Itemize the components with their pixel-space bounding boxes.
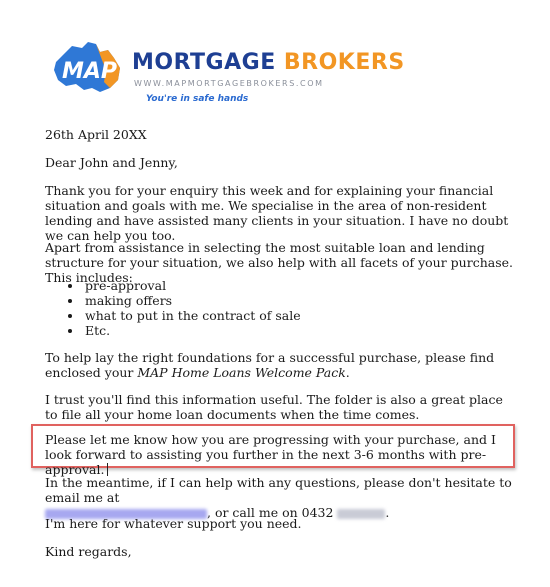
- brand-tagline: You're in safe hands: [146, 94, 249, 104]
- welcome-pack-text: To help lay the right foundations for a successful purchase, please find enclosed your: [45, 350, 495, 380]
- paragraph-assistance: Apart from assistance in selecting the most suitable loan and lending structure for your situation, we also help with all facets of your purchase. This includes:: [45, 240, 513, 285]
- paragraph-welcome-pack: [45, 350, 515, 380]
- list-item: • what to put in the contract of sale: [83, 308, 301, 323]
- paragraph-support: I'm here for whatever support you need.: [45, 516, 302, 531]
- letter-closing: Kind regards,: [45, 544, 132, 559]
- progress-text: Please let me know how you are progressing with your purchase, and I look forward to assisting you further in the next 3-6 months with pre-approval.: [45, 432, 496, 477]
- paragraph-contact: [45, 475, 515, 520]
- brand-name: [132, 50, 405, 75]
- contact-phone-text: , or call me on 0432: [207, 505, 334, 520]
- list-item: • Etc.: [83, 323, 301, 338]
- australia-map-logo-icon: [48, 38, 126, 98]
- paragraph-enquiry: Thank you for your enquiry this week and for explaining your financial situation and goals with me. We specialise in the area of non-resident lending and have assisted many clients in your situation. I have no doubt we can help you too.: [45, 183, 509, 243]
- services-list: [45, 278, 301, 338]
- company-logo: [48, 36, 405, 106]
- letter-salutation: Dear John and Jenny,: [45, 155, 178, 170]
- welcome-pack-title: MAP Home Loans Welcome Pack: [137, 365, 346, 380]
- paragraph-progress[interactable]: [45, 432, 515, 477]
- brand-name-main: MORTGAGE: [132, 50, 276, 75]
- logo-map-text: MAP: [62, 59, 118, 84]
- letter-date: 26th April 20XX: [45, 127, 147, 142]
- list-item: • pre-approval: [83, 278, 301, 293]
- brand-url: WWW.MAPMORTGAGEBROKERS.COM: [134, 79, 324, 88]
- welcome-pack-end: .: [345, 365, 350, 380]
- list-item: • making offers: [83, 293, 301, 308]
- paragraph-folder: I trust you'll find this information useful. The folder is also a great place to file all your home loan documents when the time comes.: [45, 392, 503, 422]
- contact-end: .: [385, 505, 390, 520]
- contact-text: In the meantime, if I can help with any questions, please don't hesitate to email me at: [45, 475, 512, 505]
- brand-name-accent: BROKERS: [275, 50, 405, 75]
